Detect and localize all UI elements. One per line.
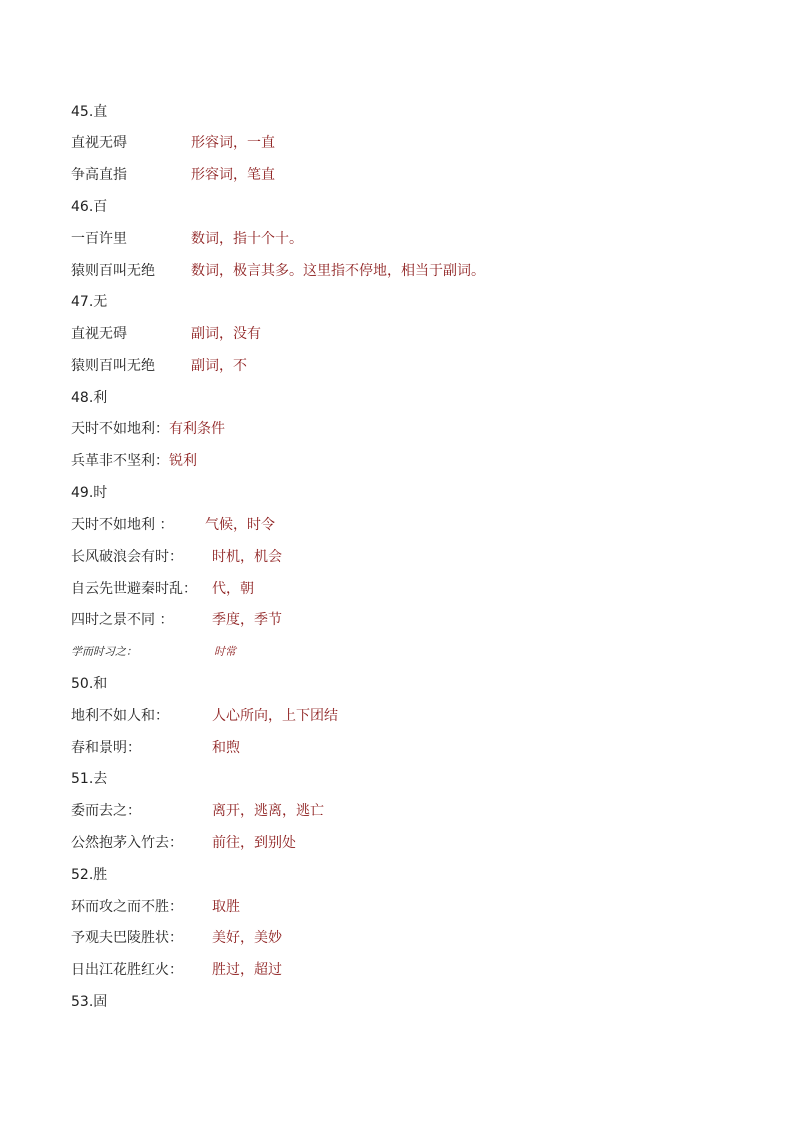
example-phrase: 直视无碍 bbox=[71, 135, 127, 151]
definition: 有利条件 bbox=[169, 421, 225, 437]
example-phrase: 自云先世避秦时乱： bbox=[71, 581, 197, 597]
definition: 和煦 bbox=[212, 740, 240, 756]
example-phrase: 公然抱茅入竹去： bbox=[71, 835, 183, 851]
entry-row bbox=[71, 260, 485, 282]
definition: 代，朝 bbox=[212, 581, 254, 597]
entry-heading: 50.和 bbox=[71, 676, 108, 692]
entry-row bbox=[71, 896, 240, 918]
definition: 数词，指十个十。 bbox=[191, 231, 303, 247]
definition: 胜过，超过 bbox=[212, 962, 282, 978]
definition: 人心所向，上下团结 bbox=[212, 708, 338, 724]
definition: 数词，极言其多。这里指不停地，相当于副词。 bbox=[191, 263, 485, 279]
entry-heading: 47.无 bbox=[71, 294, 108, 310]
definition: 时常 bbox=[214, 645, 236, 658]
example-phrase: 天时不如地利 ： bbox=[71, 517, 174, 533]
entry-row bbox=[71, 164, 275, 186]
definition: 形容词，笔直 bbox=[191, 167, 275, 183]
definition: 副词，不 bbox=[191, 358, 247, 374]
example-phrase: 一百许里 bbox=[71, 231, 127, 247]
definition: 锐利 bbox=[169, 453, 197, 469]
example-phrase: 日出江花胜红火： bbox=[71, 962, 183, 978]
entry-heading: 52.胜 bbox=[71, 867, 108, 883]
example-phrase: 猿则百叫无绝 bbox=[71, 358, 155, 374]
example-phrase: 予观夫巴陵胜状： bbox=[71, 930, 183, 946]
entry-row bbox=[71, 323, 261, 345]
example-phrase: 学而时习之： bbox=[71, 645, 137, 658]
entry-row bbox=[71, 800, 324, 822]
example-phrase: 直视无碍 bbox=[71, 326, 127, 342]
example-phrase: 地利不如人和： bbox=[71, 708, 169, 724]
example-phrase: 猿则百叫无绝 bbox=[71, 263, 155, 279]
definition: 时机，机会 bbox=[212, 549, 282, 565]
example-phrase: 环而攻之而不胜： bbox=[71, 899, 183, 915]
entry-row bbox=[71, 578, 254, 600]
entry-heading: 46.百 bbox=[71, 199, 108, 215]
entry-row bbox=[71, 609, 282, 631]
definition: 取胜 bbox=[212, 899, 240, 915]
definition: 形容词，一直 bbox=[191, 135, 275, 151]
definition: 美好，美妙 bbox=[212, 930, 282, 946]
example-phrase: 长风破浪会有时： bbox=[71, 549, 183, 565]
definition: 气候，时令 bbox=[205, 517, 275, 533]
entry-heading: 51.去 bbox=[71, 771, 108, 787]
entry-row bbox=[71, 832, 296, 854]
entry-row bbox=[71, 514, 275, 536]
entry-row bbox=[71, 737, 240, 759]
entry-row bbox=[71, 355, 247, 377]
entry-heading: 48.利 bbox=[71, 390, 108, 406]
entry-heading: 45.直 bbox=[71, 104, 108, 120]
example-phrase: 委而去之： bbox=[71, 803, 141, 819]
definition: 副词，没有 bbox=[191, 326, 261, 342]
entry-row bbox=[71, 927, 282, 949]
entry-row bbox=[71, 959, 282, 981]
definition: 离开，逃离，逃亡 bbox=[212, 803, 324, 819]
example-phrase: 天时不如地利： bbox=[71, 421, 169, 437]
example-phrase: 春和景明： bbox=[71, 740, 141, 756]
entry-row bbox=[71, 418, 225, 440]
entry-row bbox=[71, 641, 236, 663]
entry-row bbox=[71, 546, 282, 568]
entry-heading: 53.固 bbox=[71, 994, 108, 1010]
entry-row bbox=[71, 228, 303, 250]
entry-row bbox=[71, 705, 338, 727]
example-phrase: 兵革非不坚利： bbox=[71, 453, 169, 469]
definition: 前往，到别处 bbox=[212, 835, 296, 851]
entry-row bbox=[71, 132, 275, 154]
entry-heading: 49.时 bbox=[71, 485, 108, 501]
example-phrase: 四时之景不同 ： bbox=[71, 612, 174, 628]
example-phrase: 争高直指 bbox=[71, 167, 127, 183]
entry-row bbox=[71, 450, 197, 472]
definition: 季度，季节 bbox=[212, 612, 282, 628]
